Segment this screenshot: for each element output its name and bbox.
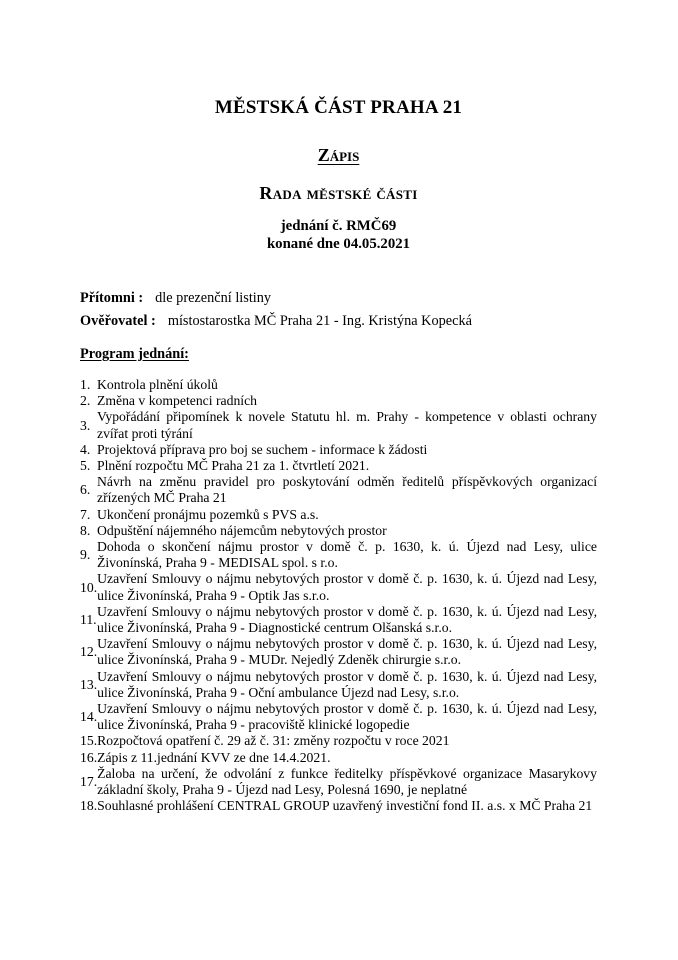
agenda-item-number: 18. bbox=[80, 798, 98, 814]
agenda-item-number: 10. bbox=[80, 579, 98, 595]
agenda-item-number: 17. bbox=[80, 773, 98, 789]
agenda-item-text: Návrh na změnu pravidel pro poskytování odměn ředitelů příspěvkových organizací zřízených MČ Praha 21 bbox=[97, 474, 597, 506]
agenda-item bbox=[80, 636, 597, 668]
agenda-item-number: 15. bbox=[80, 733, 98, 749]
agenda-item bbox=[80, 458, 597, 474]
agenda-item-text: Dohoda o skončení nájmu prostor v domě č. p. 1630, k. ú. Újezd nad Lesy, ulice Živonínská, Praha 9 - MEDISAL spol. s r.o. bbox=[97, 539, 597, 571]
agenda-item-text: Vypořádání připomínek k novele Statutu hl. m. Prahy - kompetence v oblasti ochrany zvířat proti týrání bbox=[97, 409, 597, 441]
verifier-row bbox=[80, 313, 597, 330]
agenda-item-number: 13. bbox=[80, 676, 98, 692]
present-value: dle prezenční listiny bbox=[155, 290, 272, 306]
agenda-item-text: Souhlasné prohlášení CENTRAL GROUP uzavřený investiční fond II. a.s. x MČ Praha 21 bbox=[97, 798, 593, 814]
agenda-item-number: 11. bbox=[80, 611, 97, 627]
agenda-item bbox=[80, 393, 597, 409]
agenda-item bbox=[80, 442, 597, 458]
agenda-item-text: Žaloba na určení, že odvolání z funkce ředitelky příspěvkové organizace Masarykovy základní školy, Praha 9 - Újezd nad Lesy, Polesná 1690, je neplatné bbox=[97, 765, 597, 798]
agenda-item-number: 5. bbox=[80, 458, 91, 474]
agenda-item bbox=[80, 798, 597, 814]
agenda-item-text: Uzavření Smlouvy o nájmu nebytových prostor v domě č. p. 1630, k. ú. Újezd nad Lesy, ulice Živonínská, Praha 9 - Optik Jas s.r.o. bbox=[97, 571, 597, 603]
agenda-item-text: Uzavření Smlouvy o nájmu nebytových prostor v domě č. p. 1630, k. ú. Újezd nad Lesy, ulice Živonínská, Praha 9 - pracoviště klinické logopedie bbox=[97, 701, 597, 733]
agenda-item bbox=[80, 571, 597, 603]
agenda-item-text: Odpuštění nájemného nájemcům nebytových prostor bbox=[97, 522, 387, 538]
meeting-number: jednání č. RMČ69 bbox=[280, 218, 397, 234]
agenda-item-text: Uzavření Smlouvy o nájmu nebytových prostor v domě č. p. 1630, k. ú. Újezd nad Lesy, ulice Živonínská, Praha 9 - Oční ambulance Újezd nad Lesy, s.r.o. bbox=[97, 668, 597, 700]
agenda-list bbox=[80, 377, 597, 814]
agenda-item-text: Rozpočtová opatření č. 29 až č. 31: změny rozpočtu v roce 2021 bbox=[97, 733, 450, 749]
agenda-item-text: Uzavření Smlouvy o nájmu nebytových prostor v domě č. p. 1630, k. ú. Újezd nad Lesy, ulice Živonínská, Praha 9 - Diagnostické centrum Olšanská s.r.o. bbox=[97, 603, 597, 636]
agenda-item bbox=[80, 604, 597, 636]
agenda-item-text: Zápis z 11.jednání KVV ze dne 14.4.2021. bbox=[97, 749, 331, 765]
agenda-item bbox=[80, 750, 597, 766]
document-header bbox=[80, 97, 597, 253]
agenda-item bbox=[80, 766, 597, 798]
agenda-item-number: 7. bbox=[80, 506, 91, 522]
verifier-label: Ověřovatel : bbox=[80, 313, 156, 329]
agenda-item bbox=[80, 701, 597, 733]
present-row bbox=[80, 290, 597, 307]
attendance-section bbox=[80, 290, 597, 330]
agenda-item-number: 3. bbox=[80, 417, 91, 433]
agenda-item-number: 9. bbox=[80, 547, 91, 563]
agenda-item bbox=[80, 377, 597, 393]
agenda-item bbox=[80, 669, 597, 701]
agenda-item-number: 16. bbox=[80, 749, 98, 765]
agenda-item bbox=[80, 523, 597, 539]
agenda-item-text: Ukončení pronájmu pozemků s PVS a.s. bbox=[97, 506, 319, 522]
agenda-item bbox=[80, 474, 597, 506]
agenda-item-number: 4. bbox=[80, 441, 91, 457]
agenda-item-number: 8. bbox=[80, 522, 91, 538]
agenda-item-text: Plnění rozpočtu MČ Praha 21 za 1. čtvrtletí 2021. bbox=[97, 458, 370, 474]
agenda-item-number: 12. bbox=[80, 644, 98, 660]
agenda-item-number: 1. bbox=[80, 377, 91, 392]
document-type-heading: Zápis bbox=[317, 145, 360, 165]
council-heading: Rada městské části bbox=[259, 183, 418, 203]
agenda-item-text: Uzavření Smlouvy o nájmu nebytových prostor v domě č. p. 1630, k. ú. Újezd nad Lesy, ulice Živonínská, Praha 9 - MUDr. Nejedlý Zdeněk chirurgie s.r.o. bbox=[97, 636, 597, 668]
agenda-heading-row bbox=[80, 330, 597, 363]
agenda-item bbox=[80, 733, 597, 749]
agenda-item-number: 2. bbox=[80, 393, 91, 409]
agenda-item-text: Změna v kompetenci radních bbox=[97, 393, 258, 409]
agenda-item bbox=[80, 539, 597, 571]
agenda-item bbox=[80, 409, 597, 441]
agenda-item-number: 6. bbox=[80, 482, 91, 498]
agenda-item bbox=[80, 507, 597, 523]
agenda-heading: Program jednání: bbox=[80, 346, 189, 362]
agenda-item-text: Projektová příprava pro boj se suchem - informace k žádosti bbox=[97, 441, 428, 457]
meeting-date: konané dne 04.05.2021 bbox=[266, 235, 411, 252]
page-title: MĚSTSKÁ ČÁST PRAHA 21 bbox=[214, 97, 463, 118]
agenda-item-text: Kontrola plnění úkolů bbox=[97, 377, 218, 392]
present-label: Přítomni : bbox=[80, 290, 144, 306]
verifier-value: místostarostka MČ Praha 21 - Ing. Kristýna Kopecká bbox=[167, 313, 472, 329]
agenda-item-number: 14. bbox=[80, 709, 98, 725]
